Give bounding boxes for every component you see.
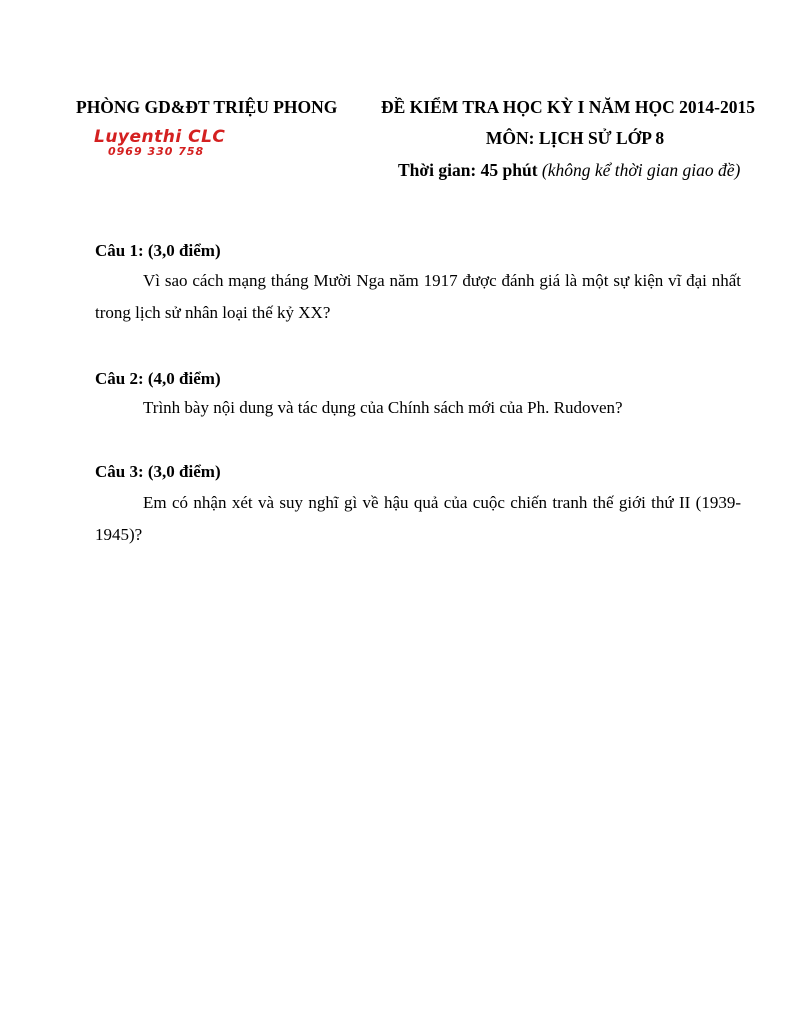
question-3-title: Câu 3: (3,0 điểm) [95,462,221,481]
time-note: (không kể thời gian giao đề) [541,160,741,180]
school-name: PHÒNG GD&ĐT TRIỆU PHONG [76,97,338,117]
time-label: Thời gian: 45 phút [398,160,538,180]
exam-title: ĐỀ KIỂM TRA HỌC KỲ I NĂM HỌC 2014-2015 [381,97,755,117]
question-1-text: Vì sao cách mạng tháng Mười Nga năm 1917 được đánh giá là một sự kiện vĩ đại nhất trong lịch sử nhân loại thế kỷ XX? [95,271,741,322]
time-info [398,162,740,180]
question-2-text: Trình bày nội dung và tác dụng của Chính sách mới của Ph. Rudoven? [143,398,623,417]
question-1-title: Câu 1: (3,0 điểm) [95,241,221,260]
logo-name: Luyenthi CLC [94,127,226,147]
logo-phone: 0969 330 758 [108,145,205,158]
question-2-title: Câu 2: (4,0 điểm) [95,369,221,388]
question-3-text: Em có nhận xét và suy nghĩ gì về hậu quả của cuộc chiến tranh thế giới thứ II (1939-1945)? [95,493,741,544]
luyenthi-logo [94,129,244,159]
subject-title: MÔN: LỊCH SỬ LỚP 8 [485,128,665,148]
